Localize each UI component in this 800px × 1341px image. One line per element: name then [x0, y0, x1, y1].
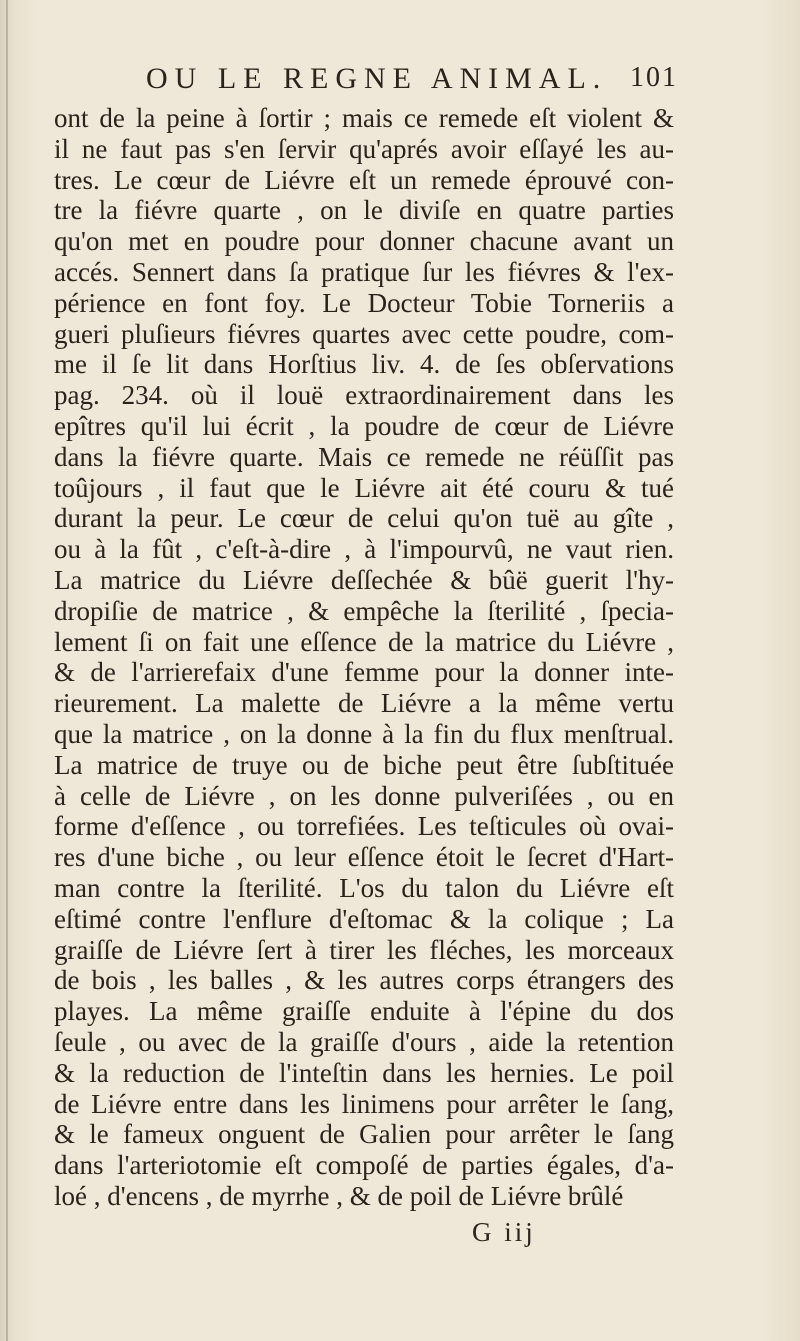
signature-mark: G iij — [472, 1217, 536, 1247]
text-line: tre la fiévre quarte , on le diviſe en quatre parties — [54, 195, 674, 226]
text-line: me il ſe lit dans Horſtius liv. 4. de ſes obſervations — [54, 349, 674, 380]
running-head — [0, 62, 800, 102]
text-line: forme d'eſſence , ou torrefiées. Les teſticules où ovai- — [54, 811, 674, 842]
text-line: dans la fiévre quarte. Mais ce remede ne réüſſit pas — [54, 441, 674, 472]
text-line: eſtimé contre l'enflure d'eſtomac & la colique ; La — [54, 903, 674, 934]
text-line: de Liévre entre dans les linimens pour arrêter le ſang, — [54, 1088, 674, 1119]
running-head-title: OU LE REGNE ANIMAL. — [146, 62, 608, 95]
text-line: qu'on met en poudre pour donner chacune avant un — [54, 226, 674, 257]
text-line: loé , d'encens , de myrrhe , & de poil de Liévre brûlé — [54, 1180, 624, 1211]
text-line: que la matrice , on la donne à la fin du flux menſtrual. — [54, 718, 674, 749]
text-line: pag. 234. où il louë extraordinairement dans les — [54, 380, 674, 411]
text-line: tres. Le cœur de Liévre eſt un remede éprouvé con- — [54, 164, 674, 195]
text-line: dans l'arteriotomie eſt compoſé de parties égales, d'a- — [54, 1150, 674, 1181]
text-line: gueri pluſieurs fiévres quartes avec cette poudre, com- — [54, 318, 674, 349]
body-text — [54, 103, 674, 1212]
text-line: La matrice du Liévre deſſechée & bûë guerit l'hy- — [54, 564, 674, 595]
text-line: man contre la ſterilité. L'os du talon du Liévre eſt — [54, 872, 674, 903]
text-line: périence en font foy. Le Docteur Tobie Torneriis a — [54, 287, 674, 318]
text-line: accés. Sennert dans ſa pratique ſur les fiévres & l'ex- — [54, 256, 674, 287]
text-line: & de l'arrierefaix d'une femme pour la donner inte- — [54, 657, 674, 688]
text-line: & le fameux onguent de Galien pour arrêter le ſang — [54, 1119, 674, 1150]
text-line: res d'une biche , ou leur eſſence étoit le ſecret d'Hart- — [54, 842, 674, 873]
text-line: il ne faut pas s'en ſervir qu'aprés avoir eſſayé les au- — [54, 133, 674, 164]
text-line: ou à la fût , c'eſt-à-dire , à l'impourvû, ne vaut rien. — [54, 534, 674, 565]
text-line: dropiſie de matrice , & empêche la ſterilité , ſpecia- — [54, 595, 674, 626]
gutter-shadow — [6, 0, 8, 1341]
text-line: graiſſe de Liévre ſert à tirer les fléches, les morceaux — [54, 934, 674, 965]
text-line: & la reduction de l'inteſtin dans les hernies. Le poil — [54, 1057, 674, 1088]
text-line: La matrice de truye ou de biche peut être ſubſtituée — [54, 749, 674, 780]
text-line: durant la peur. Le cœur de celui qu'on tuë au gîte , — [54, 503, 674, 534]
text-line: lement ſi on fait une eſſence de la matrice du Liévre , — [54, 626, 674, 657]
page-number: 101 — [630, 62, 678, 93]
text-line: de bois , les balles , & les autres corps étrangers des — [54, 965, 674, 996]
text-line: epîtres qu'il lui écrit , la poudre de cœur de Liévre — [54, 410, 674, 441]
text-line: à celle de Liévre , on les donne pulveriſées , ou en — [54, 780, 674, 811]
text-line: playes. La même graiſſe enduite à l'épine du dos — [54, 996, 674, 1027]
text-line: ſeule , ou avec de la graiſſe d'ours , aide la retention — [54, 1026, 674, 1057]
text-line: toûjours , il faut que le Liévre ait été couru & tué — [54, 472, 674, 503]
text-line: ont de la peine à ſortir ; mais ce remede eſt violent & — [54, 103, 674, 133]
text-line: rieurement. La malette de Liévre a la même vertu — [54, 688, 674, 719]
